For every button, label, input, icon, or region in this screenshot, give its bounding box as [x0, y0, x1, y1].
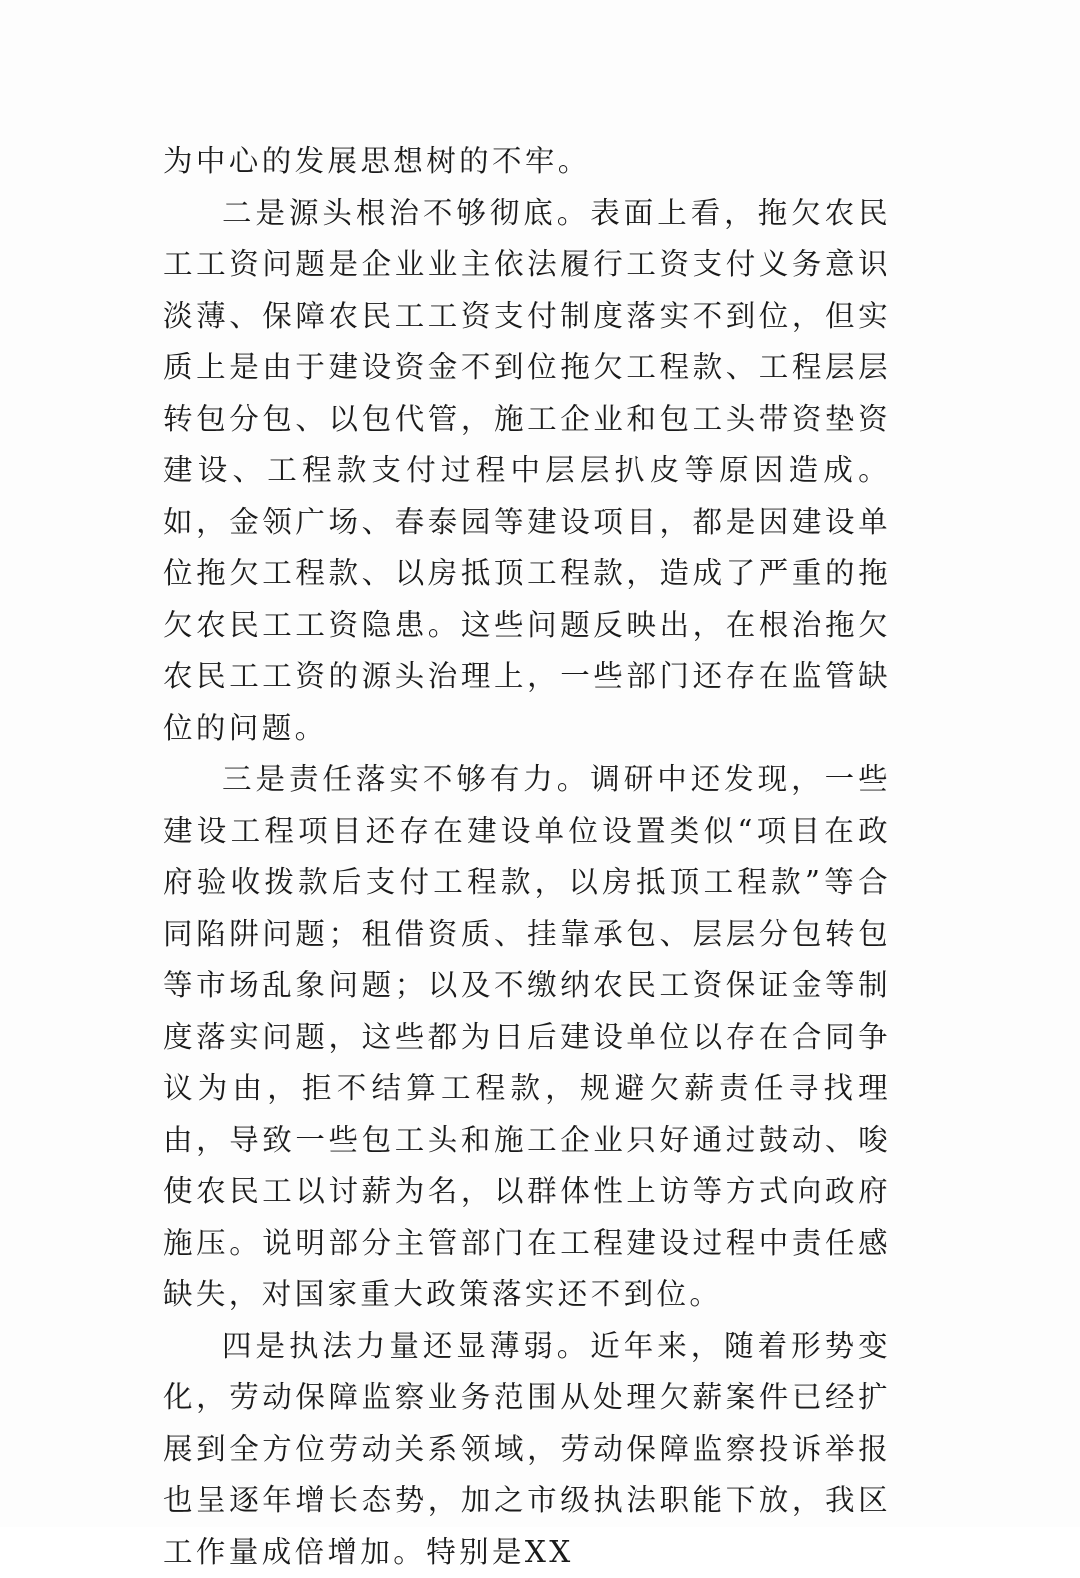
paragraph-enforcement: 四是执法力量还显薄弱。近年来，随着形势变化，劳动保障监察业务范围从处理欠薪案件已经扩展到全方位劳动关系领域，劳动保障监察投诉举报也呈逐年增长态势，加之市级执法职能下放，我区工作量成倍增加。特别是XX: [163, 1321, 891, 1578]
paragraph-source-governance: 二是源头根治不够彻底。表面上看，拖欠农民工工资问题是企业业主依法履行工资支付义务意识淡薄、保障农民工工资支付制度落实不到位，但实质上是由于建设资金不到位拖欠工程款、工程层层转包分包、以包代管，施工企业和包工头带资垫资建设、工程款支付过程中层层扒皮等原因造成。如，金领广场、春泰园等建设项目，都是因建设单位拖欠工程款、以房抵顶工程款，造成了严重的拖欠农民工工资隐患。这些问题反映出，在根治拖欠农民工工资的源头治理上，一些部门还存在监管缺位的问题。: [163, 188, 891, 755]
paragraph-responsibility: 三是责任落实不够有力。调研中还发现，一些建设工程项目还存在建设单位设置类似“项目在政府验收拨款后支付工程款，以房抵顶工程款”等合同陷阱问题；租借资质、挂靠承包、层层分包转包等市场乱象问题；以及不缴纳农民工资保证金等制度落实问题，这些都为日后建设单位以存在合同争议为由，拒不结算工程款，规避欠薪责任寻找理由，导致一些包工头和施工企业只好通过鼓动、唆使农民工以讨薪为名，以群体性上访等方式向政府施压。说明部分主管部门在工程建设过程中责任感缺失，对国家重大政策落实还不到位。: [163, 754, 891, 1321]
paragraph-continuation: 为中心的发展思想树的不牢。: [163, 136, 891, 188]
body-text: [163, 136, 891, 1578]
